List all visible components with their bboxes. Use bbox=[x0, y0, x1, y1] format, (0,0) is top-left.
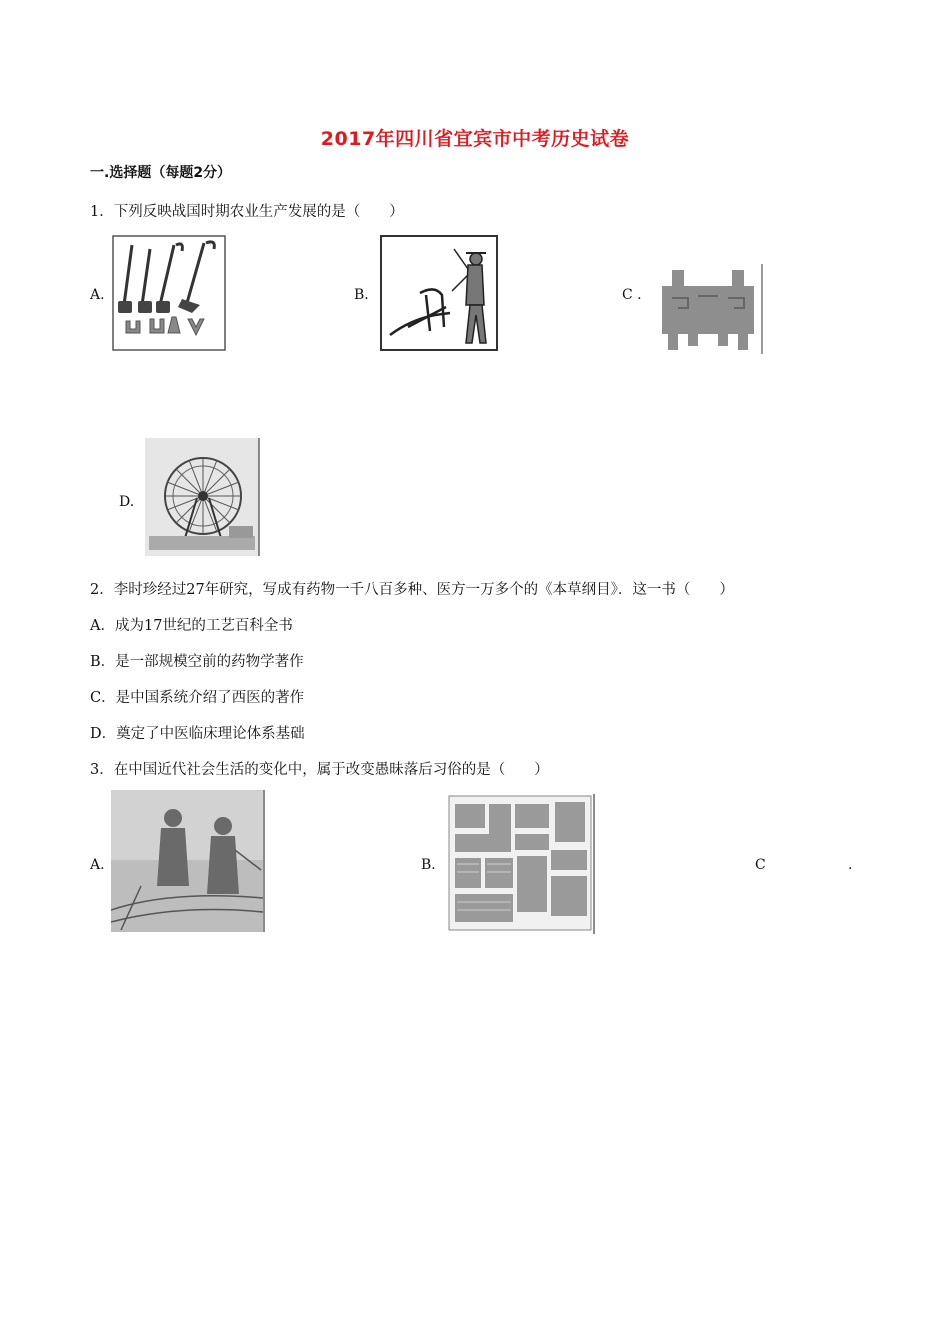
question-3-stem: 3．在中国近代社会生活的变化中，属于改变愚昧落后习俗的是（ ） bbox=[90, 762, 549, 778]
q3-option-b-label: B. bbox=[421, 857, 436, 873]
q1-option-b-label: B. bbox=[354, 287, 369, 303]
q2-option-d: D．奠定了中医临床理论体系基础 bbox=[90, 726, 305, 742]
section-heading: 一.选择题（每题2分） bbox=[90, 165, 232, 181]
q3-option-c-label: C bbox=[755, 857, 766, 873]
q2-option-a: A．成为17世纪的工艺百科全书 bbox=[90, 618, 293, 634]
q1-image-iron-tools-icon bbox=[112, 235, 228, 353]
q3-image-old-photo-icon bbox=[111, 790, 267, 932]
q1-option-c-label: C . bbox=[622, 287, 642, 303]
q1-image-water-wheel-icon bbox=[145, 438, 261, 556]
q3-image-newspaper-icon bbox=[447, 794, 597, 934]
q1-image-plough-icon bbox=[380, 235, 500, 353]
page-title: 2017年四川省宜宾市中考历史试卷 bbox=[320, 128, 630, 150]
q1-option-d-label: D. bbox=[119, 494, 135, 510]
q1-option-a-label: A. bbox=[90, 287, 105, 303]
question-1-stem: 1．下列反映战国时期农业生产发展的是（ ） bbox=[90, 204, 404, 220]
q3-option-a-label: A. bbox=[90, 857, 105, 873]
q2-option-b: B．是一部规模空前的药物学著作 bbox=[90, 654, 304, 670]
q1-image-bronze-ding-icon bbox=[658, 264, 764, 354]
question-2-stem: 2．李时珍经过27年研究，写成有药物一千八百多种、医方一万多个的《本草纲目》．这一书（ ） bbox=[90, 582, 734, 598]
q3-option-c-period: . bbox=[848, 857, 853, 873]
q2-option-c: C．是中国系统介绍了西医的著作 bbox=[90, 690, 305, 706]
